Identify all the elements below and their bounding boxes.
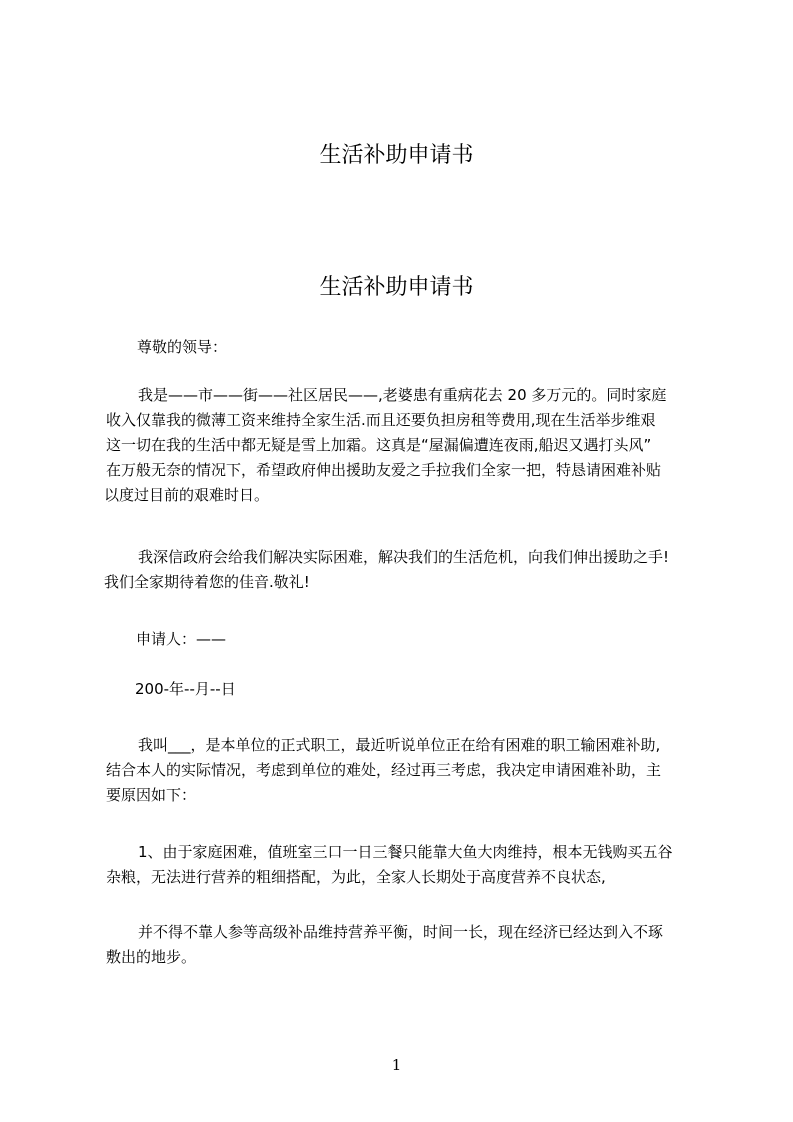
paragraph-2-line: 我深信政府会给我们解决实际困难，解决我们的生活危机，向我们伸出援助之手! <box>138 548 670 566</box>
page-number: 1 <box>391 1056 402 1074</box>
paragraph-3 <box>106 733 661 808</box>
paragraph-2-line: 我们全家期待着您的佳音.敬礼! <box>104 573 310 591</box>
paragraph-3-line: 我叫___，是本单位的正式职工，最近听说单位正在给有困难的职工输困难补助, <box>138 736 661 754</box>
paragraph-5-line: 敷出的地步。 <box>106 948 197 966</box>
paragraph-1-line: 这一切在我的生活中都无疑是雪上加霜。这真是“屋漏偏遭连夜雨,船迟又遇打头风” <box>106 436 652 454</box>
paragraph-5 <box>106 920 663 970</box>
paragraph-4-line: 杂粮，无法进行营养的粗细搭配，为此，全家人长期处于高度营养不良状态, <box>106 868 606 886</box>
paragraph-3-line: 结合本人的实际情况，考虑到单位的难处，经过再三考虑，我决定申请困难补助，主 <box>106 761 662 779</box>
paragraph-4-line: 1、由于家庭困难，值班室三口一日三餐只能靠大鱼大肉维持，根本无钱购买五谷 <box>138 843 673 861</box>
paragraph-1 <box>106 383 666 508</box>
applicant-line: 申请人：—— <box>136 630 227 648</box>
paragraph-1-line: 以度过目前的艰难时日。 <box>104 486 270 504</box>
paragraph-2 <box>104 545 669 595</box>
paragraph-1-line: 在万般无奈的情况下，希望政府伸出援助友爱之手拉我们全家一把，特恳请困难补贴 <box>106 461 662 479</box>
paragraph-3-line: 要原因如下： <box>106 786 197 804</box>
main-title: 生活补助申请书 <box>319 275 474 300</box>
date-line: 200-年--月--日 <box>135 680 236 698</box>
paragraph-5-line: 并不得不靠人参等高级补品维持营养平衡，时间一长，现在经济已经达到入不琢 <box>138 923 664 941</box>
header-title: 生活补助申请书 <box>319 143 474 168</box>
paragraph-1-line: 收入仅靠我的微薄工资来维持全家生活.而且还要负担房租等费用,现在生活举步维艰 <box>106 411 656 429</box>
paragraph-4 <box>106 840 673 890</box>
paragraph-1-line: 我是——市——街——社区居民——,老婆患有重病花去 20 多万元的。同时家庭 <box>138 386 667 404</box>
greeting: 尊敬的领导： <box>137 338 228 356</box>
